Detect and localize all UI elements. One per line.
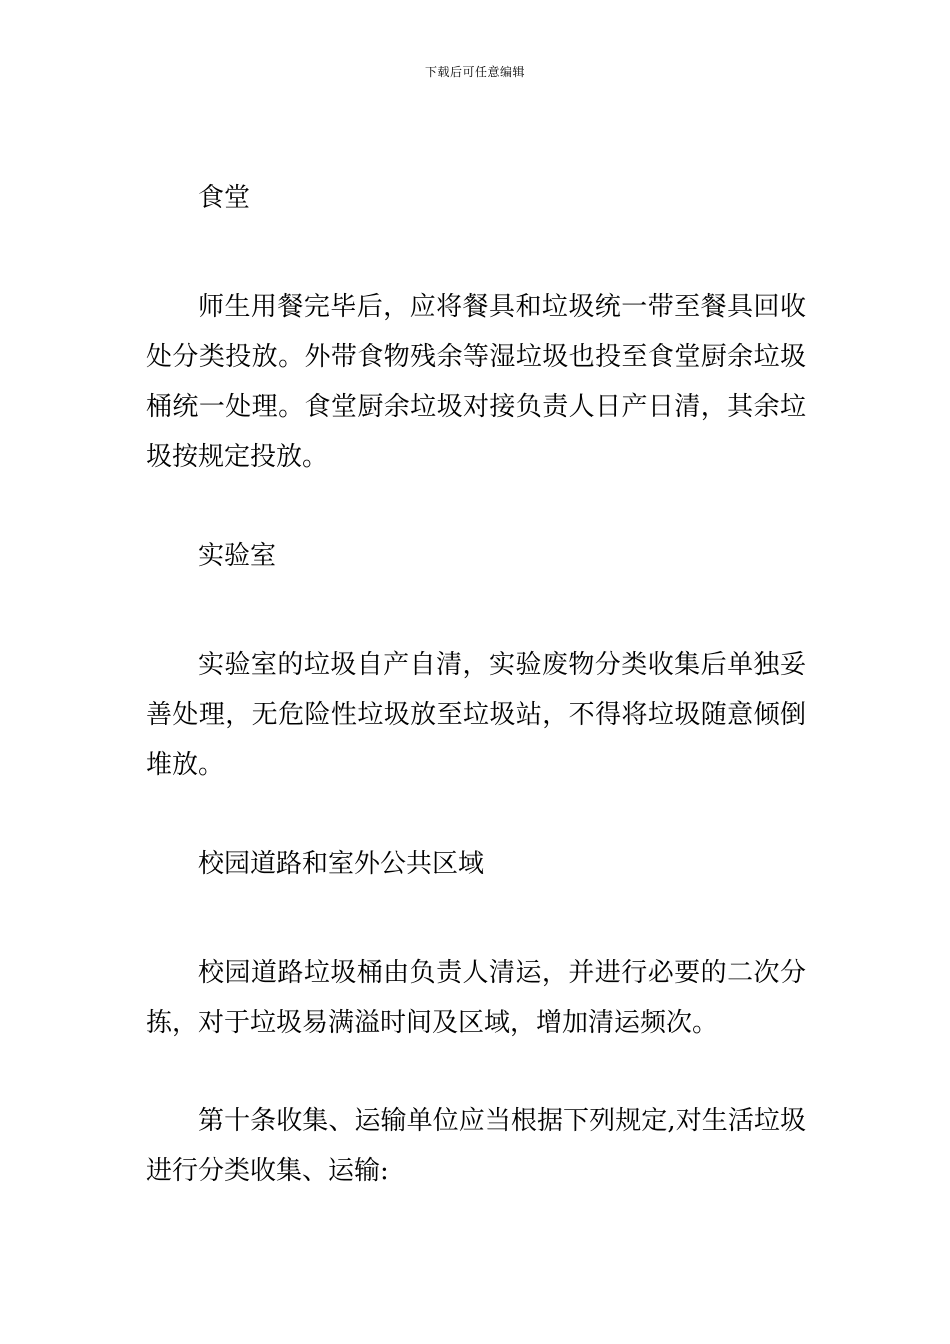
section-heading-canteen: 食堂 — [198, 183, 251, 213]
document-body — [146, 172, 806, 1196]
section-paragraph-campus-roads: 校园道路垃圾桶由负责人清运，并进行必要的二次分拣，对于垃圾易满溢时间及区域，增加清运频次。 — [146, 958, 806, 1038]
section-paragraph-canteen: 师生用餐完毕后，应将餐具和垃圾统一带至餐具回收处分类投放。外带食物残余等湿垃圾也投至食堂厨余垃圾桶统一处理。食堂厨余垃圾对接负责人日产日清，其余垃圾按规定投放。 — [146, 292, 806, 472]
page-header-note: 下载后可任意编辑 — [424, 65, 525, 79]
article-ten-paragraph: 第十条收集、运输单位应当根据下列规定,对生活垃圾进行分类收集、运输: — [146, 1106, 806, 1186]
section-heading-campus-roads: 校园道路和室外公共区域 — [198, 849, 485, 879]
section-paragraph-laboratory: 实验室的垃圾自产自清，实验废物分类收集后单独妥善处理，无危险性垃圾放至垃圾站，不得将垃圾随意倾倒堆放。 — [146, 650, 806, 780]
section-heading-laboratory: 实验室 — [198, 541, 277, 571]
